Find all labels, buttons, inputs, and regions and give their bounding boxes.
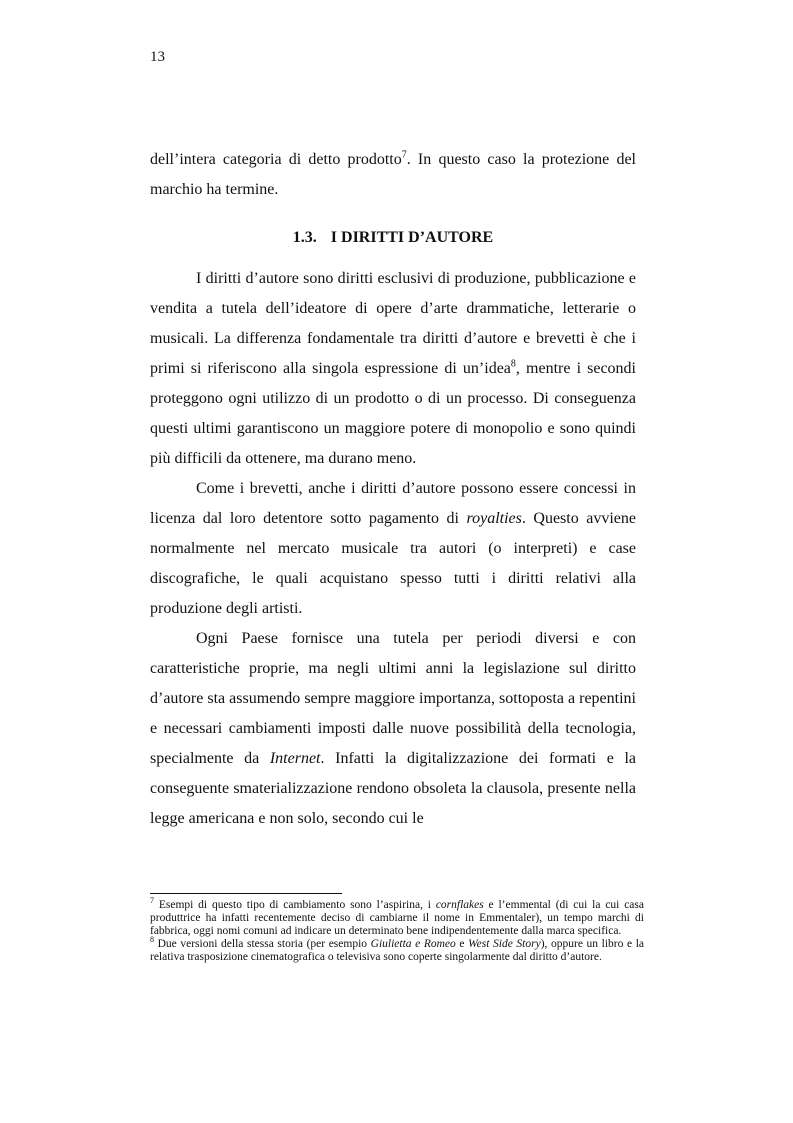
footnote-ref-8: 8 [510,358,516,370]
footnote-7-marker: 7 [150,896,154,906]
paragraph-1-text: I diritti d’autore sono diritti esclusivi di produzione, pubblicazione e vendita a tutela dell’ideatore di opere d’arte drammatiche, letterarie o musicali. La differenza fondamentale tra diritti d’autore e brevetti è che i primi si riferiscono alla singola espressione di un’idea [150,270,636,377]
paragraph-2 [150,474,636,624]
paragraph-1 [150,264,636,474]
footnote-7-italic: cornflakes [435,899,484,911]
footnote-7-text-continued: e l’emmental (di cui la cui casa produttrice ha infatti recentemente deciso di cambiarne il nome in Emmentaler), un tempo marchi di fabbrica, oggi nomi comuni ad indicare un determinato bene indipendentemente dalla marca specifica. [150,899,644,937]
section-number: 1.3. [292,229,317,246]
footnote-8-text-b: e [455,938,469,950]
paragraph-2-text-continued: . Questo avviene normalmente nel mercato musicale tra autori (o interpreti) e case discografiche, le quali acquistano spesso tutti i diritti relativi alla produzione degli artisti. [150,510,636,617]
footnote-8-text-c: ), oppure un libro e la relativa trasposizione cinematografica o televisiva sono coperte singolarmente dal diritto d’autore. [150,938,644,963]
intro-paragraph [150,145,636,205]
footnotes [150,896,644,964]
section-heading [150,226,636,250]
paragraph-3 [150,624,636,834]
paragraph-2-text: Come i brevetti, anche i diritti d’autore possono essere concessi in licenza dal loro detentore sotto pagamento di [150,480,636,527]
footnote-8-italic-1: Giulietta e Romeo [370,938,456,950]
paragraph-2-italic: royalties [466,510,522,527]
footnote-8 [150,935,644,964]
intro-text-continued: . In questo caso la protezione del marchio ha termine. [150,151,636,198]
footnote-8-marker: 8 [150,935,154,945]
footnote-ref-7: 7 [401,149,407,161]
page-number: 13 [150,49,165,65]
footnote-divider [150,893,342,894]
intro-text: dell’intera categoria di detto prodotto [150,151,402,168]
paragraph-3-text-continued: . Infatti la digitalizzazione dei formati e la conseguente smaterializzazione rendono obsoleta la clausola, presente nella legge americana e non solo, secondo cui le [150,750,636,827]
paragraph-3-italic: Internet [269,750,321,767]
footnote-8-italic-2: West Side Story [468,938,541,950]
body-text [150,264,636,834]
footnote-8-text: Due versioni della stessa storia (per esempio [154,938,371,950]
section-title: I DIRITTI D’AUTORE [330,229,494,246]
paragraph-3-text: Ogni Paese fornisce una tutela per periodi diversi e con caratteristiche proprie, ma negli ultimi anni la legislazione sul diritto d’autore sta assumendo sempre maggiore importanza, sottoposta a repentini e necessari cambiamenti imposti dalle nuove possibilità della tecnologia, specialmente da [150,630,636,767]
footnote-7 [150,896,644,938]
footnote-7-text: Esempi di questo tipo di cambiamento sono l’aspirina, i [154,899,436,911]
paragraph-1-text-continued: , mentre i secondi proteggono ogni utilizzo di un prodotto o di un processo. Di conseguenza questi ultimi garantiscono un maggiore potere di monopolio e sono quindi più difficili da ottenere, ma durano meno. [150,360,636,467]
